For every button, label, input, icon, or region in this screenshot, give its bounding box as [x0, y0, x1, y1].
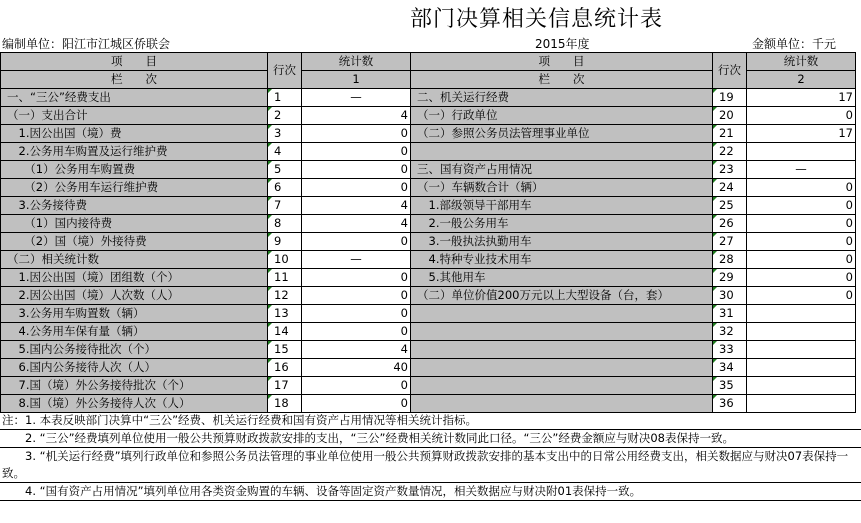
right-line-number[interactable]: 32 [713, 323, 747, 341]
right-item-label[interactable]: 二、机关运行经费 [411, 89, 713, 107]
right-item-label[interactable] [411, 341, 713, 359]
left-item-label[interactable]: 8.国（境）外公务接待人次（人） [1, 395, 268, 413]
table-row [1, 287, 856, 305]
table-row [1, 143, 856, 161]
left-item-label[interactable]: （2）公务用车运行维护费 [1, 179, 268, 197]
right-line-number[interactable]: 34 [713, 359, 747, 377]
header-col-right: 栏 次 [411, 71, 713, 89]
right-stat-value[interactable]: 0 [747, 215, 856, 233]
left-stat-value[interactable]: 4 [302, 107, 411, 125]
left-item-label[interactable]: 2.公务用车购置及运行维护费 [1, 143, 268, 161]
right-item-label[interactable]: 4.特种专业技术用车 [411, 251, 713, 269]
left-line-number[interactable]: 10 [268, 251, 302, 269]
right-stat-value[interactable]: 0 [747, 107, 856, 125]
left-stat-value[interactable]: 4 [302, 197, 411, 215]
right-stat-value[interactable]: 0 [747, 197, 856, 215]
right-item-label[interactable]: 1.部级领导干部用车 [411, 197, 713, 215]
header-item-left: 项 目 [1, 53, 268, 71]
left-line-number[interactable]: 2 [268, 107, 302, 125]
left-line-number[interactable]: 16 [268, 359, 302, 377]
currency-unit-label: 金额单位：千元 [752, 37, 837, 51]
note-3: 3. “机关运行经费”填列行政单位和参照公务员法管理的事业单位使用一般公共预算财政拨款安排的基本支出中的日常公用经费支出，相关数据应与财决07表保持一致。 [0, 448, 861, 483]
table-row [1, 359, 856, 377]
table-row [1, 197, 856, 215]
right-line-number[interactable]: 20 [713, 107, 747, 125]
right-item-label[interactable]: 三、国有资产占用情况 [411, 161, 713, 179]
table-row [1, 161, 856, 179]
left-item-label[interactable]: 1.因公出国（境）团组数（个） [1, 269, 268, 287]
note-4: 4. “国有资产占用情况”填列单位用各类资金购置的车辆、设备等固定资产数量情况，相关数据应与财决附01表保持一致。 [0, 483, 861, 501]
header-col-left: 栏 次 [1, 71, 268, 89]
left-line-number[interactable]: 14 [268, 323, 302, 341]
left-item-label[interactable]: 一、“三公”经费支出 [1, 89, 268, 107]
right-line-number[interactable]: 29 [713, 269, 747, 287]
right-line-number[interactable]: 28 [713, 251, 747, 269]
left-stat-value[interactable]: 0 [302, 323, 411, 341]
left-stat-value[interactable]: 4 [302, 341, 411, 359]
left-line-number[interactable]: 6 [268, 179, 302, 197]
right-stat-value[interactable]: 17 [747, 125, 856, 143]
left-item-label[interactable]: （一）支出合计 [1, 107, 268, 125]
left-stat-value[interactable]: 0 [302, 125, 411, 143]
left-item-label[interactable]: 3.公务用车购置数（辆） [1, 305, 268, 323]
header-item-right: 项 目 [411, 53, 713, 71]
right-line-number[interactable]: 36 [713, 395, 747, 413]
right-stat-value[interactable] [747, 377, 856, 395]
left-line-number[interactable]: 11 [268, 269, 302, 287]
left-stat-value[interactable]: 40 [302, 359, 411, 377]
table-row [1, 89, 856, 107]
right-stat-value[interactable]: — [747, 161, 856, 179]
left-stat-value[interactable]: 0 [302, 143, 411, 161]
table-row [1, 233, 856, 251]
left-line-number[interactable]: 3 [268, 125, 302, 143]
left-stat-value[interactable]: 0 [302, 395, 411, 413]
note-2: 2. “三公”经费填列单位使用一般公共预算财政拨款安排的支出，“三公”经费相关统计数同此口径。“三公”经费金额应与财决08表保持一致。 [0, 430, 861, 448]
right-stat-value[interactable]: 0 [747, 233, 856, 251]
left-stat-value[interactable]: 0 [302, 377, 411, 395]
right-line-number[interactable]: 25 [713, 197, 747, 215]
left-line-number[interactable]: 1 [268, 89, 302, 107]
right-item-label[interactable]: 2.一般公务用车 [411, 215, 713, 233]
right-line-number[interactable]: 33 [713, 341, 747, 359]
left-stat-value[interactable]: 0 [302, 287, 411, 305]
right-item-label[interactable]: （二）参照公务员法管理事业单位 [411, 125, 713, 143]
right-stat-value[interactable]: 0 [747, 251, 856, 269]
left-item-label[interactable]: （2）国（境）外接待费 [1, 233, 268, 251]
header-stat-right: 统计数 [747, 53, 856, 71]
header-line-right: 行次 [713, 53, 747, 89]
right-stat-value[interactable] [747, 305, 856, 323]
right-stat-value[interactable] [747, 395, 856, 413]
table-row [1, 125, 856, 143]
table-row [1, 215, 856, 233]
right-stat-value[interactable]: 0 [747, 179, 856, 197]
left-line-number[interactable]: 18 [268, 395, 302, 413]
right-line-number[interactable]: 35 [713, 377, 747, 395]
right-stat-value[interactable] [747, 143, 856, 161]
right-stat-value[interactable]: 17 [747, 89, 856, 107]
table-row [1, 251, 856, 269]
right-item-label[interactable]: （一）行政单位 [411, 107, 713, 125]
right-item-label[interactable] [411, 143, 713, 161]
right-stat-value[interactable]: 0 [747, 287, 856, 305]
right-line-number[interactable]: 31 [713, 305, 747, 323]
left-line-number[interactable]: 8 [268, 215, 302, 233]
left-line-number[interactable]: 4 [268, 143, 302, 161]
left-line-number[interactable]: 12 [268, 287, 302, 305]
table-row [1, 341, 856, 359]
right-item-label[interactable]: （一）车辆数合计（辆） [411, 179, 713, 197]
left-item-label[interactable]: 1.因公出国（境）费 [1, 125, 268, 143]
left-item-label[interactable]: 4.公务用车保有量（辆） [1, 323, 268, 341]
header-stat-left: 统计数 [302, 53, 411, 71]
table-row [1, 107, 856, 125]
right-stat-value[interactable] [747, 359, 856, 377]
header-col2: 2 [747, 71, 856, 89]
right-stat-value[interactable] [747, 341, 856, 359]
table-row [1, 395, 856, 413]
left-line-number[interactable]: 5 [268, 161, 302, 179]
left-line-number[interactable]: 13 [268, 305, 302, 323]
left-item-label[interactable]: 2.因公出国（境）人次数（人） [1, 287, 268, 305]
left-stat-value[interactable]: 0 [302, 233, 411, 251]
right-item-label[interactable]: 3.一般执法执勤用车 [411, 233, 713, 251]
right-item-label[interactable]: 5.其他用车 [411, 269, 713, 287]
right-item-label[interactable] [411, 395, 713, 413]
table-row [1, 269, 856, 287]
page-title: 部门决算相关信息统计表 [410, 7, 664, 32]
right-line-number[interactable]: 23 [713, 161, 747, 179]
right-line-number[interactable]: 19 [713, 89, 747, 107]
unit-label: 编制单位：阳江市江城区侨联会 [2, 37, 171, 51]
right-item-label[interactable] [411, 377, 713, 395]
right-line-number[interactable]: 26 [713, 215, 747, 233]
table-row [1, 179, 856, 197]
year-label: 2015年度 [535, 37, 590, 51]
right-line-number[interactable]: 22 [713, 143, 747, 161]
left-item-label[interactable]: 6.国内公务接待人次（人） [1, 359, 268, 377]
left-stat-value[interactable]: 0 [302, 179, 411, 197]
left-item-label[interactable]: 3.公务接待费 [1, 197, 268, 215]
left-line-number[interactable]: 17 [268, 377, 302, 395]
left-stat-value[interactable]: 0 [302, 305, 411, 323]
left-stat-value[interactable]: 4 [302, 215, 411, 233]
header-col1: 1 [302, 71, 411, 89]
left-line-number[interactable]: 7 [268, 197, 302, 215]
right-item-label[interactable] [411, 323, 713, 341]
left-stat-value[interactable]: 0 [302, 161, 411, 179]
table-row [1, 323, 856, 341]
right-line-number[interactable]: 21 [713, 125, 747, 143]
right-line-number[interactable]: 24 [713, 179, 747, 197]
left-stat-value[interactable]: — [302, 89, 411, 107]
right-stat-value[interactable]: 0 [747, 269, 856, 287]
header-line-left: 行次 [268, 53, 302, 89]
left-item-label[interactable]: 7.国（境）外公务接待批次（个） [1, 377, 268, 395]
stats-table [0, 52, 856, 413]
right-item-label[interactable]: （二）单位价值200万元以上大型设备（台，套） [411, 287, 713, 305]
left-stat-value[interactable]: 0 [302, 269, 411, 287]
left-item-label[interactable]: （1）国内接待费 [1, 215, 268, 233]
left-line-number[interactable]: 9 [268, 233, 302, 251]
table-row [1, 377, 856, 395]
notes [0, 412, 861, 501]
right-stat-value[interactable] [747, 323, 856, 341]
left-item-label[interactable]: （1）公务用车购置费 [1, 161, 268, 179]
right-line-number[interactable]: 30 [713, 287, 747, 305]
note-1: 注：1. 本表反映部门决算中“三公”经费、机关运行经费和国有资产占用情况等相关统计指标。 [0, 412, 861, 430]
left-stat-value[interactable]: — [302, 251, 411, 269]
left-item-label[interactable]: （二）相关统计数 [1, 251, 268, 269]
right-item-label[interactable] [411, 359, 713, 377]
right-line-number[interactable]: 27 [713, 233, 747, 251]
left-line-number[interactable]: 15 [268, 341, 302, 359]
right-item-label[interactable] [411, 305, 713, 323]
table-row [1, 305, 856, 323]
left-item-label[interactable]: 5.国内公务接待批次（个） [1, 341, 268, 359]
